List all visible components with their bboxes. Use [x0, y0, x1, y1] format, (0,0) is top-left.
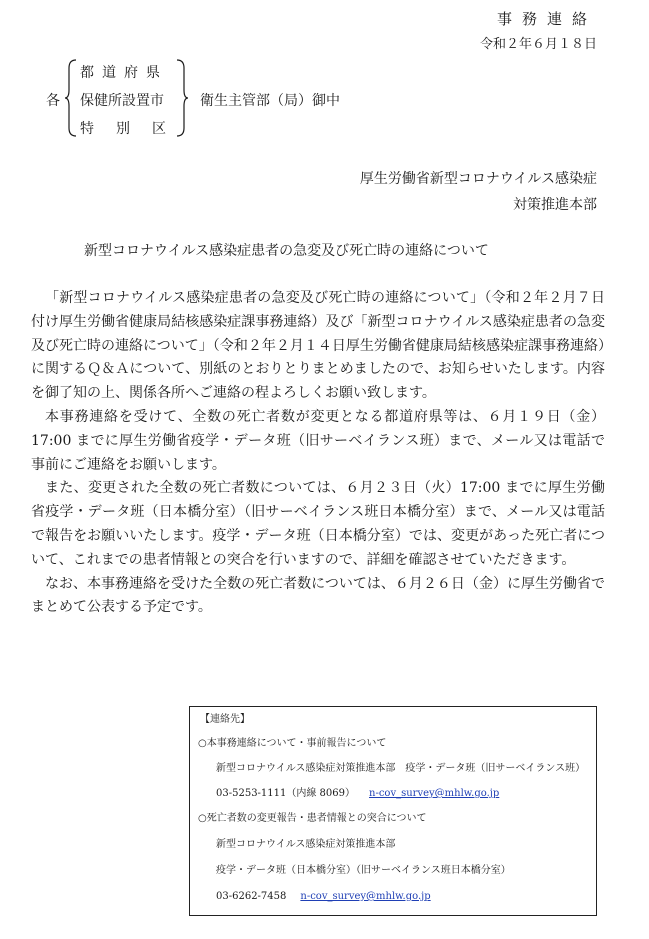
contact-topic-1: ○本事務連絡について・事前報告について	[198, 738, 387, 749]
contact-line-1	[216, 782, 499, 806]
contact-org-1: 新型コロナウイルス感染症対策推進本部 疫学・データ班（旧サーベイランス班）	[216, 763, 586, 774]
body-paragraph: なお、本事務連絡を受けた全数の死亡者数については、６月２６日（金）に厚生労働省でまとめて公表する予定です。	[31, 575, 605, 616]
contact-heading: 【連絡先】	[200, 714, 250, 725]
contact-phone-1: 03-5253-1111（内線 8069）	[216, 788, 356, 799]
document-subject: 新型コロナウイルス感染症患者の急変及び死亡時の連絡について	[84, 243, 489, 259]
document-type: 事務連絡	[496, 10, 597, 28]
sender-organization: 厚生労働省新型コロナウイルス感染症	[359, 171, 597, 187]
contact-email-link-2[interactable]: n-cov_survey@mhlw.go.jp	[300, 891, 431, 902]
contact-line-2	[216, 885, 431, 909]
addressee-prefix: 各	[46, 93, 60, 109]
body-paragraph: 本事務連絡を受けて、全数の死亡者数が変更となる都道府県等は、６月１９日（金）17:00 までに厚生労働省疫学・データ班（旧サーベイランス班）まで、メール又は電話で事前にご連絡をお願いします。	[31, 408, 605, 473]
contact-team-2: 疫学・データ班（日本橋分室）（旧サーベイランス班日本橋分室）	[216, 865, 511, 876]
right-brace	[175, 58, 189, 138]
body-paragraph: また、変更された全数の死亡者数については、６月２３日（火）17:00 までに厚生労働省疫学・データ班（日本橋分室）（旧サーベイランス班日本橋分室）まで、メール又は電話で報告をお願いいたします。疫学・データ班（日本橋分室）では、変更があった死亡者について、これまでの患者情報との突合を行いますので、詳細を確認させていただきます。	[31, 480, 605, 568]
document-date: 令和２年６月１８日	[479, 37, 597, 52]
addressee-prefectures: 都道府県	[80, 65, 168, 81]
addressee-suffix: 衛生主管部（局）御中	[200, 93, 340, 109]
left-brace	[64, 58, 78, 138]
sender-division: 対策推進本部	[513, 197, 597, 213]
addressee-special-wards: 特別区	[80, 121, 188, 137]
contact-org-2: 新型コロナウイルス感染症対策推進本部	[216, 839, 396, 850]
body-text	[31, 287, 605, 620]
contact-phone-2: 03-6262-7458	[216, 891, 287, 902]
contact-topic-2: ○死亡者数の変更報告・患者情報との突合について	[198, 813, 427, 824]
addressee-health-center-cities: 保健所設置市	[80, 93, 164, 109]
body-paragraph: 「新型コロナウイルス感染症患者の急変及び死亡時の連絡について」（令和２年２月７日付け厚生労働省健康局結核感染症課事務連絡）及び「新型コロナウイルス感染症患者の急変及び死亡時の連絡について」（令和２年２月１４日厚生労働省健康局結核感染症課事務連絡）に関するＱ＆Ａについて、別紙のとおりとりまとめましたので、お知らせいたします。内容を御了知の上、関係各所へご連絡の程よろしくお願い致します。	[31, 290, 605, 402]
contact-email-link-1[interactable]: n-cov_survey@mhlw.go.jp	[369, 788, 500, 799]
contact-box	[189, 706, 597, 916]
